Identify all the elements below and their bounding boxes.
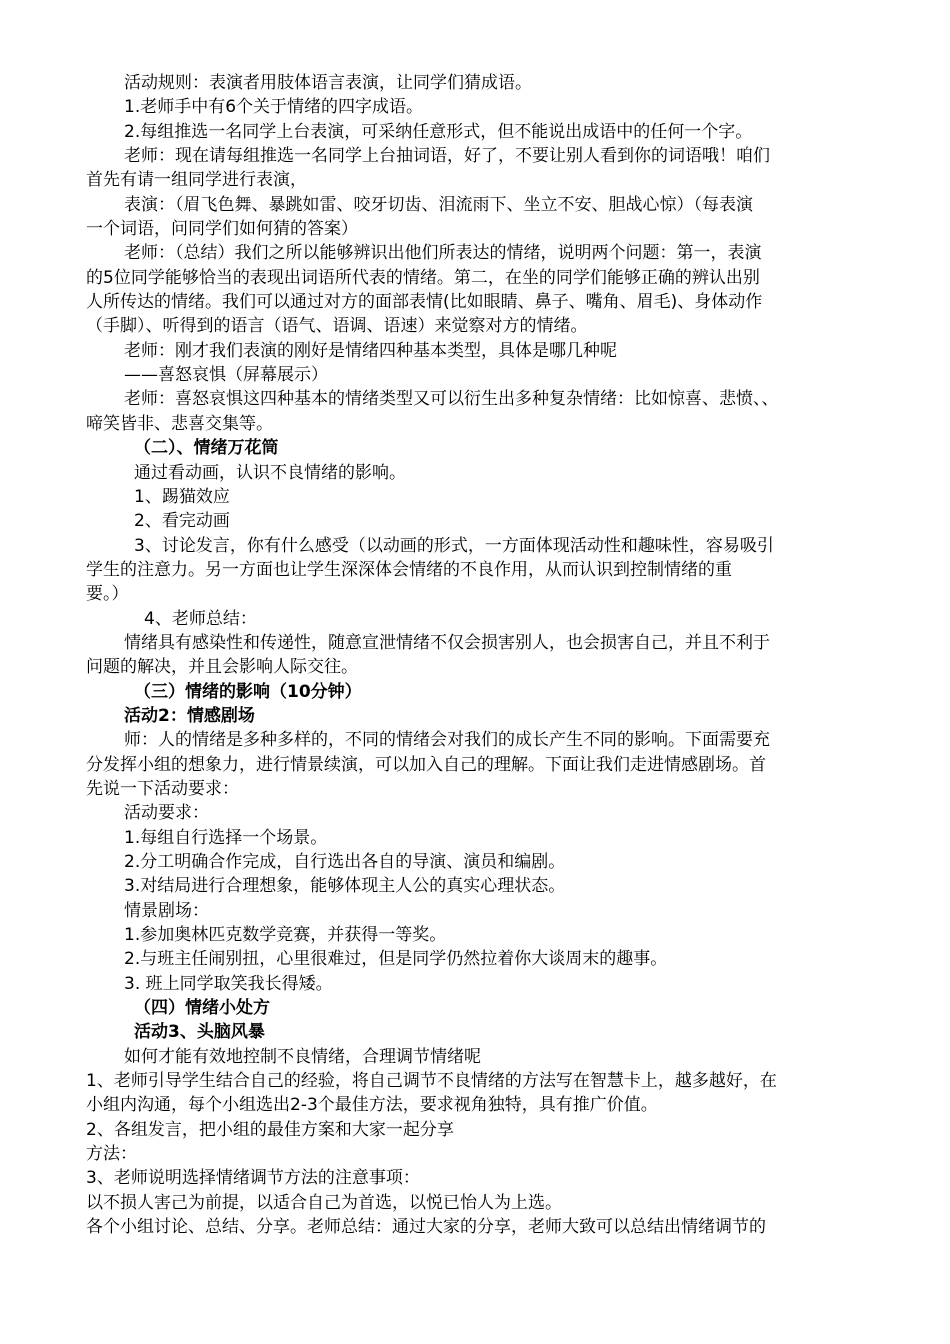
- paragraph: 方法：: [86, 1144, 137, 1165]
- list-item: 3、老师说明选择情绪调节方法的注意事项：: [86, 1168, 420, 1189]
- paragraph: 学生的注意力。另一方面也让学生深深体会情绪的不良作用，从而认识到控制情绪的重: [86, 559, 732, 580]
- paragraph: 问题的解决，并且会影响人际交往。: [86, 657, 358, 678]
- paragraph: 人所传达的情绪。我们可以通过对方的面部表情(比如眼睛、鼻子、嘴角、眉毛)、身体动作: [86, 292, 763, 313]
- paragraph: 表演：（眉飞色舞、暴跳如雷、咬牙切齿、泪流雨下、坐立不安、胆战心惊）（每表演: [124, 194, 753, 215]
- section-heading: （二）、情绪万花筒: [134, 438, 279, 459]
- paragraph: 啼笑皆非、悲喜交集等。: [86, 413, 273, 434]
- paragraph: 分发挥小组的想象力，进行情景续演，可以加入自己的理解。下面让我们走进情感剧场。首: [86, 754, 766, 775]
- section-heading: （三）情绪的影响（10分钟）: [134, 681, 362, 702]
- paragraph: 1.老师手中有6个关于情绪的四字成语。: [124, 97, 424, 118]
- paragraph: 2.每组推选一名同学上台表演，可采纳任意形式，但不能说出成语中的任何一个字。: [124, 121, 753, 142]
- list-item: 2、各组发言，把小组的最佳方案和大家一起分享: [86, 1119, 454, 1140]
- list-item: 2、看完动画: [134, 511, 230, 532]
- paragraph: 情绪具有感染性和传递性，随意宣泄情绪不仅会损害别人，也会损害自己，并且不利于: [124, 632, 770, 653]
- list-item: 4、老师总结：: [144, 608, 257, 629]
- list-item: 3. 班上同学取笑我长得矮。: [124, 973, 333, 994]
- paragraph: （手脚）、听得到的语言（语气、语调、语速）来觉察对方的情绪。: [86, 316, 588, 337]
- paragraph: ——喜怒哀惧（屏幕展示）: [124, 365, 328, 386]
- list-item: 2.分工明确合作完成，自行选出各自的导演、演员和编剧。: [124, 852, 566, 872]
- paragraph: 各个小组讨论、总结、分享。老师总结：通过大家的分享，老师大致可以总结出情绪调节的: [86, 1217, 766, 1238]
- paragraph: 以不损人害己为前提，以适合自己为首选，以悦已怡人为上选。: [86, 1192, 562, 1213]
- section-heading: （四）情绪小处方: [134, 998, 270, 1019]
- paragraph: 小组内沟通，每个小组选出2-3个最佳方法，要求视角独特，具有推广价值。: [86, 1095, 658, 1116]
- paragraph: 老师：喜怒哀惧这四种基本的情绪类型又可以衍生出多种复杂情绪：比如惊喜、悲愤、、: [124, 389, 779, 410]
- activity-heading: 活动3、头脑风暴: [134, 1022, 265, 1043]
- list-item: 1.每组自行选择一个场景。: [124, 827, 328, 848]
- paragraph: 通过看动画，认识不良情绪的影响。: [134, 462, 406, 483]
- paragraph: 首先有请一组同学进行表演，: [86, 170, 307, 191]
- paragraph: 的5位同学能够恰当的表现出词语所代表的情绪。第二，在坐的同学们能够正确的辨认出别: [86, 267, 760, 288]
- document-body: [86, 71, 866, 1240]
- paragraph: 活动规则：表演者用肢体语言表演，让同学们猜成语。: [124, 73, 532, 93]
- paragraph: 老师：刚才我们表演的刚好是情绪四种基本类型，具体是哪几种呢: [124, 340, 617, 361]
- paragraph: 一个词语，问同学们如何猜的答案）: [86, 219, 358, 240]
- paragraph: 如何才能有效地控制不良情绪，合理调节情绪呢: [124, 1046, 481, 1067]
- paragraph: 老师：（总结）我们之所以能够辨识出他们所表达的情绪，说明两个问题：第一，表演: [124, 243, 762, 264]
- list-item: 1.参加奥林匹克数学竞赛，并获得一等奖。: [124, 925, 447, 946]
- list-item: 3、讨论发言，你有什么感受（以动画的形式，一方面体现活动性和趣味性，容易吸引: [134, 535, 774, 556]
- paragraph: 情景剧场：: [124, 900, 209, 921]
- list-item: 3.对结局进行合理想象，能够体现主人公的真实心理状态。: [124, 876, 566, 897]
- activity-heading: 活动2：情感剧场: [124, 705, 255, 726]
- list-item: 1、踢猫效应: [134, 486, 230, 507]
- paragraph: 先说一下活动要求：: [86, 778, 239, 799]
- paragraph: 师：人的情绪是多种多样的，不同的情绪会对我们的成长产生不同的影响。下面需要充: [124, 730, 770, 751]
- list-item: 2.与班主任闹别扭，心里很难过，但是同学仍然拉着你大谈周末的趣事。: [124, 949, 668, 970]
- list-item: 1、老师引导学生结合自己的经验，将自己调节不良情绪的方法写在智慧卡上，越多越好，在: [86, 1071, 777, 1092]
- paragraph: 老师：现在请每组推选一名同学上台抽词语，好了，不要让别人看到你的词语哦！咱们: [124, 146, 770, 167]
- paragraph: 要。）: [86, 584, 129, 605]
- paragraph: 活动要求：: [124, 803, 209, 824]
